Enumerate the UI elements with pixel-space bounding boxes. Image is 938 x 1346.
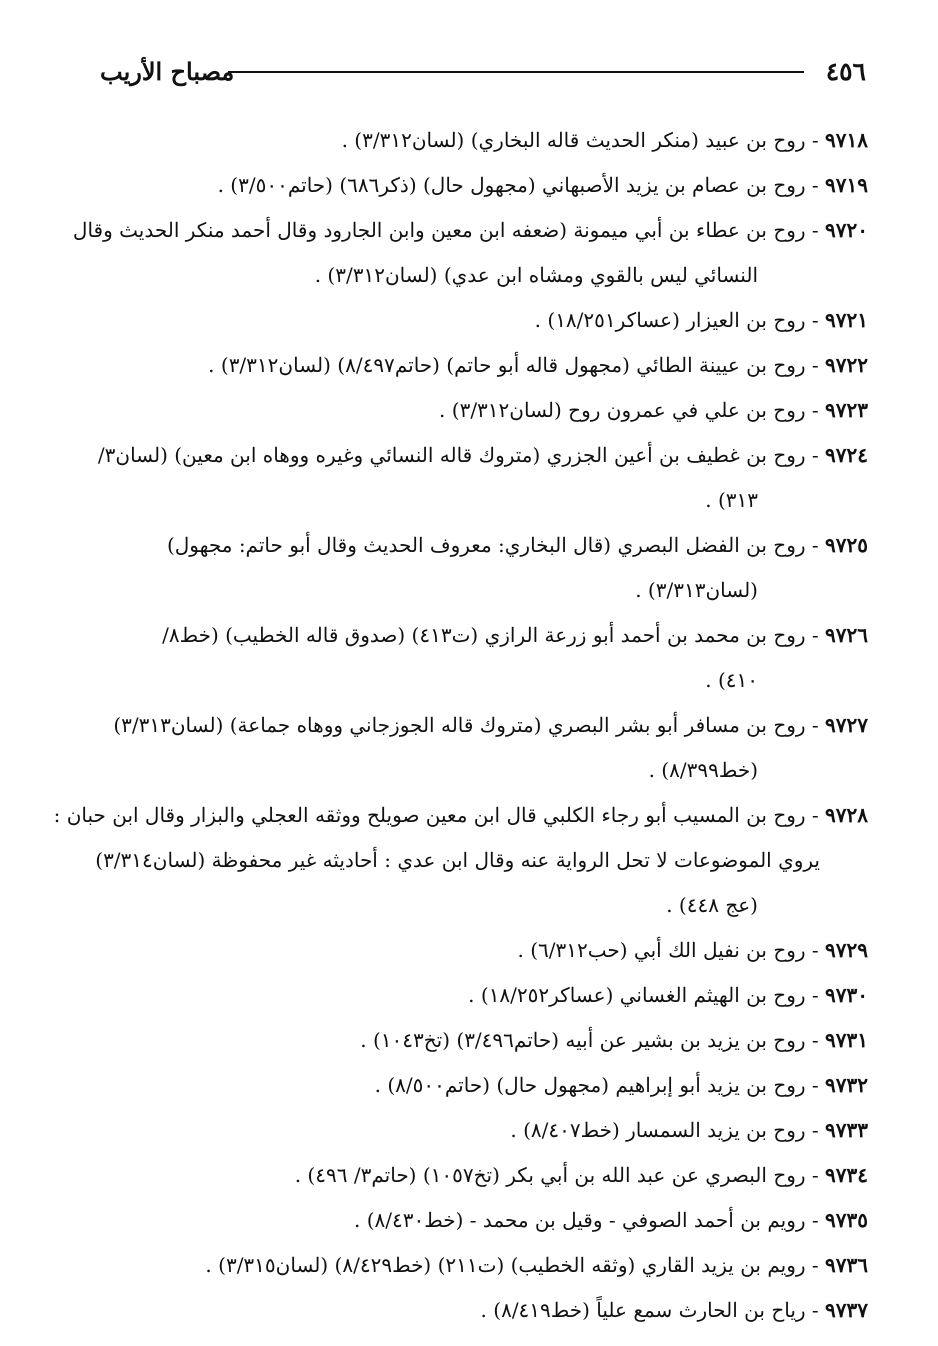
entry-first-line: ٩٧٣٧ - رياح بن الحارث سمع علياً (خط٨/٤١٩) . xyxy=(480,1298,868,1322)
entry-continuation-line xyxy=(88,568,868,613)
entry-text: روح بن الفضل البصري (قال البخاري: معروف الحديث وقال أبو حاتم: مجهول) xyxy=(166,533,806,557)
entry-first-line: ٩٧٣٦ - رويم بن يزيد القاري (وثقه الخطيب) (ت٢١١) (خط٨/٤٢٩) (لسان٣/٣١٥) . xyxy=(205,1253,868,1277)
entry-number: ٩٧٣١ xyxy=(825,1028,868,1052)
entry-number: ٩٧٢٩ xyxy=(825,938,868,962)
entry-text: (لسان٣/٣١٣) . xyxy=(635,578,758,602)
page-header xyxy=(100,52,866,92)
entry-first-line: ٩٧١٨ - روح بن عبيد (منكر الحديث قاله البخاري) (لسان٣/٣١٢) . xyxy=(341,128,868,152)
entry xyxy=(88,1198,868,1243)
entry-number: ٩٧٣٦ xyxy=(825,1253,868,1277)
entry-first-line: ٩٧١٩ - روح بن عصام بن يزيد الأصبهاني (مجهول حال) (ذكر٦٨٦) (حاتم٣/٥٠٠) . xyxy=(217,173,868,197)
entry-number: ٩٧٣٧ xyxy=(825,1298,868,1322)
entry-text: (عج ٤٤٨) . xyxy=(666,893,758,917)
entry-first-line: ٩٧٣٣ - روح بن يزيد السمسار (خط٨/٤٠٧) . xyxy=(510,1118,868,1142)
entry-continuation-line xyxy=(88,883,868,928)
entry xyxy=(88,973,868,1018)
entry-first-line: ٩٧٢١ - روح بن العيزار (عساكر١٨/٢٥١) . xyxy=(534,308,868,332)
entry-first-line: ٩٧٢٩ - روح بن نفيل الك أبي (حب٦/٣١٢) . xyxy=(517,938,868,962)
entry xyxy=(88,1063,868,1108)
entry-first-line: ٩٧٢٢ - روح بن عيينة الطائي (مجهول قاله أبو حاتم) (حاتم٨/٤٩٧) (لسان٣/٣١٢) . xyxy=(208,353,868,377)
entry xyxy=(88,1018,868,1063)
entry-number: ٩٧٣٣ xyxy=(825,1118,868,1142)
entry-text: رويم بن أحمد الصوفي - وقيل بن محمد - (خط٨/٤٣٠) . xyxy=(354,1208,806,1232)
entry-text: روح بن علي في عمرون روح (لسان٣/٣١٢) . xyxy=(439,398,806,422)
entry xyxy=(88,523,868,613)
header-rule xyxy=(228,71,804,73)
entry-text: روح بن الهيثم الغساني (عساكر١٨/٢٥٢) . xyxy=(468,983,806,1007)
entry-continuation-line xyxy=(88,478,868,523)
entry xyxy=(88,163,868,208)
entry xyxy=(88,118,868,163)
entry-text: روح بن نفيل الك أبي (حب٦/٣١٢) . xyxy=(517,938,806,962)
entry-text: ٤١٠) . xyxy=(705,668,758,692)
entry-text: النسائي ليس بالقوي ومشاه ابن عدي) (لسان٣/٣١٢) . xyxy=(314,263,758,287)
entry-first-line: ٩٧٢٨ - روح بن المسيب أبو رجاء الكلبي قال ابن معين صويلح ووثقه العجلي والبزار وقال ابن حبان : xyxy=(53,803,868,827)
entry-number: ٩٧٢٤ xyxy=(825,443,868,467)
entry-first-line: ٩٧٢٣ - روح بن علي في عمرون روح (لسان٣/٣١٢) . xyxy=(439,398,868,422)
entry-continuation-line xyxy=(88,658,868,703)
entry-first-line: ٩٧٣٥ - رويم بن أحمد الصوفي - وقيل بن محمد - (خط٨/٤٣٠) . xyxy=(354,1208,868,1232)
entry-number: ٩٧٢٥ xyxy=(825,533,868,557)
entry xyxy=(88,1108,868,1153)
entry-text: روح بن يزيد أبو إبراهيم (مجهول حال) (حاتم٨/٥٠٠) . xyxy=(374,1073,806,1097)
entry-continuation-line xyxy=(88,748,868,793)
entry-number: ٩٧٣٥ xyxy=(825,1208,868,1232)
entry-first-line: ٩٧٣١ - روح بن يزيد بن بشير عن أبيه (حاتم٣/٤٩٦) (تخ١٠٤٣) . xyxy=(360,1028,868,1052)
entry-text: يروي الموضوعات لا تحل الرواية عنه وقال ابن عدي : أحاديثه غير محفوظة (لسان٣/٣١٤) xyxy=(95,848,820,872)
entry xyxy=(88,703,868,793)
entry-text: (خط٨/٣٩٩) . xyxy=(648,758,758,782)
entry xyxy=(53,793,868,928)
entry-text: روح بن يزيد السمسار (خط٨/٤٠٧) . xyxy=(510,1118,806,1142)
entry-number: ٩٧٢٦ xyxy=(825,623,868,647)
entry-number: ٩٧٢٧ xyxy=(825,713,868,737)
entry-text: ٣١٣) . xyxy=(705,488,758,512)
entry-text: روح بن العيزار (عساكر١٨/٢٥١) . xyxy=(534,308,806,332)
entry-text: روح البصري عن عبد الله بن أبي بكر (تخ١٠٥٧) (حاتم٣/ ٤٩٦) . xyxy=(294,1163,806,1187)
entry xyxy=(88,388,868,433)
entry-first-line: ٩٧٣٢ - روح بن يزيد أبو إبراهيم (مجهول حال) (حاتم٨/٥٠٠) . xyxy=(374,1073,868,1097)
entry-text: روح بن غطيف بن أعين الجزري (متروك قاله النسائي وغيره ووهاه ابن معين) (لسان٣/ xyxy=(97,443,806,467)
entry xyxy=(88,1288,868,1333)
entry xyxy=(88,433,868,523)
entry-number: ٩٧١٨ xyxy=(825,128,868,152)
entry-number: ٩٧٢١ xyxy=(825,308,868,332)
entry-text: روح بن مسافر أبو بشر البصري (متروك قاله الجوزجاني ووهاه جماعة) (لسان٣/٣١٣) xyxy=(113,713,806,737)
entry-first-line: ٩٧٣٤ - روح البصري عن عبد الله بن أبي بكر (تخ١٠٥٧) (حاتم٣/ ٤٩٦) . xyxy=(294,1163,868,1187)
entry-text: رويم بن يزيد القاري (وثقه الخطيب) (ت٢١١) (خط٨/٤٢٩) (لسان٣/٣١٥) . xyxy=(205,1253,806,1277)
entry xyxy=(88,298,868,343)
entry xyxy=(88,343,868,388)
entry xyxy=(72,208,868,298)
entries-list xyxy=(53,118,868,1333)
entry-text: روح بن يزيد بن بشير عن أبيه (حاتم٣/٤٩٦) (تخ١٠٤٣) . xyxy=(360,1028,806,1052)
entry-text: روح بن محمد بن أحمد أبو زرعة الرازي (ت٤١٣) (صدوق قاله الخطيب) (خط٨/ xyxy=(162,623,806,647)
book-title: مصباح الأريب xyxy=(100,57,235,86)
entry-first-line: ٩٧٣٠ - روح بن الهيثم الغساني (عساكر١٨/٢٥٢) . xyxy=(468,983,868,1007)
entry xyxy=(88,928,868,973)
entry-first-line: ٩٧٢٧ - روح بن مسافر أبو بشر البصري (متروك قاله الجوزجاني ووهاه جماعة) (لسان٣/٣١٣) xyxy=(113,713,868,737)
entry-first-line: ٩٧٢٠ - روح بن عطاء بن أبي ميمونة (ضعفه ابن معين وابن الجارود وقال أحمد منكر الحديث وقال xyxy=(72,218,868,242)
entry-number: ٩٧٢٢ xyxy=(825,353,868,377)
entry xyxy=(88,613,868,703)
entry-text: روح بن المسيب أبو رجاء الكلبي قال ابن معين صويلح ووثقه العجلي والبزار وقال ابن حبان : xyxy=(53,803,806,827)
entry-first-line: ٩٧٢٦ - روح بن محمد بن أحمد أبو زرعة الرازي (ت٤١٣) (صدوق قاله الخطيب) (خط٨/ xyxy=(162,623,868,647)
entry-continuation-line xyxy=(88,838,868,883)
entry-continuation-line xyxy=(88,253,868,298)
entry-number: ٩٧٣٠ xyxy=(825,983,868,1007)
entry-text: روح بن عبيد (منكر الحديث قاله البخاري) (لسان٣/٣١٢) . xyxy=(341,128,806,152)
entry xyxy=(88,1153,868,1198)
entry-number: ٩٧١٩ xyxy=(825,173,868,197)
entry-number: ٩٧٢٨ xyxy=(825,803,868,827)
entry-text: روح بن عصام بن يزيد الأصبهاني (مجهول حال) (ذكر٦٨٦) (حاتم٣/٥٠٠) . xyxy=(217,173,806,197)
entry-number: ٩٧٢٠ xyxy=(825,218,868,242)
entry-text: روح بن عطاء بن أبي ميمونة (ضعفه ابن معين وابن الجارود وقال أحمد منكر الحديث وقال xyxy=(72,218,806,242)
page-number: ٤٥٦ xyxy=(825,57,866,86)
entry-first-line: ٩٧٢٥ - روح بن الفضل البصري (قال البخاري: معروف الحديث وقال أبو حاتم: مجهول) xyxy=(166,533,868,557)
entry-text: روح بن عيينة الطائي (مجهول قاله أبو حاتم) (حاتم٨/٤٩٧) (لسان٣/٣١٢) . xyxy=(208,353,806,377)
entry-text: رياح بن الحارث سمع علياً (خط٨/٤١٩) . xyxy=(480,1298,806,1322)
entry xyxy=(88,1243,868,1288)
entry-number: ٩٧٣٢ xyxy=(825,1073,868,1097)
entry-first-line: ٩٧٢٤ - روح بن غطيف بن أعين الجزري (متروك قاله النسائي وغيره ووهاه ابن معين) (لسان٣/ xyxy=(97,443,868,467)
entry-number: ٩٧٢٣ xyxy=(825,398,868,422)
entry-number: ٩٧٣٤ xyxy=(825,1163,868,1187)
